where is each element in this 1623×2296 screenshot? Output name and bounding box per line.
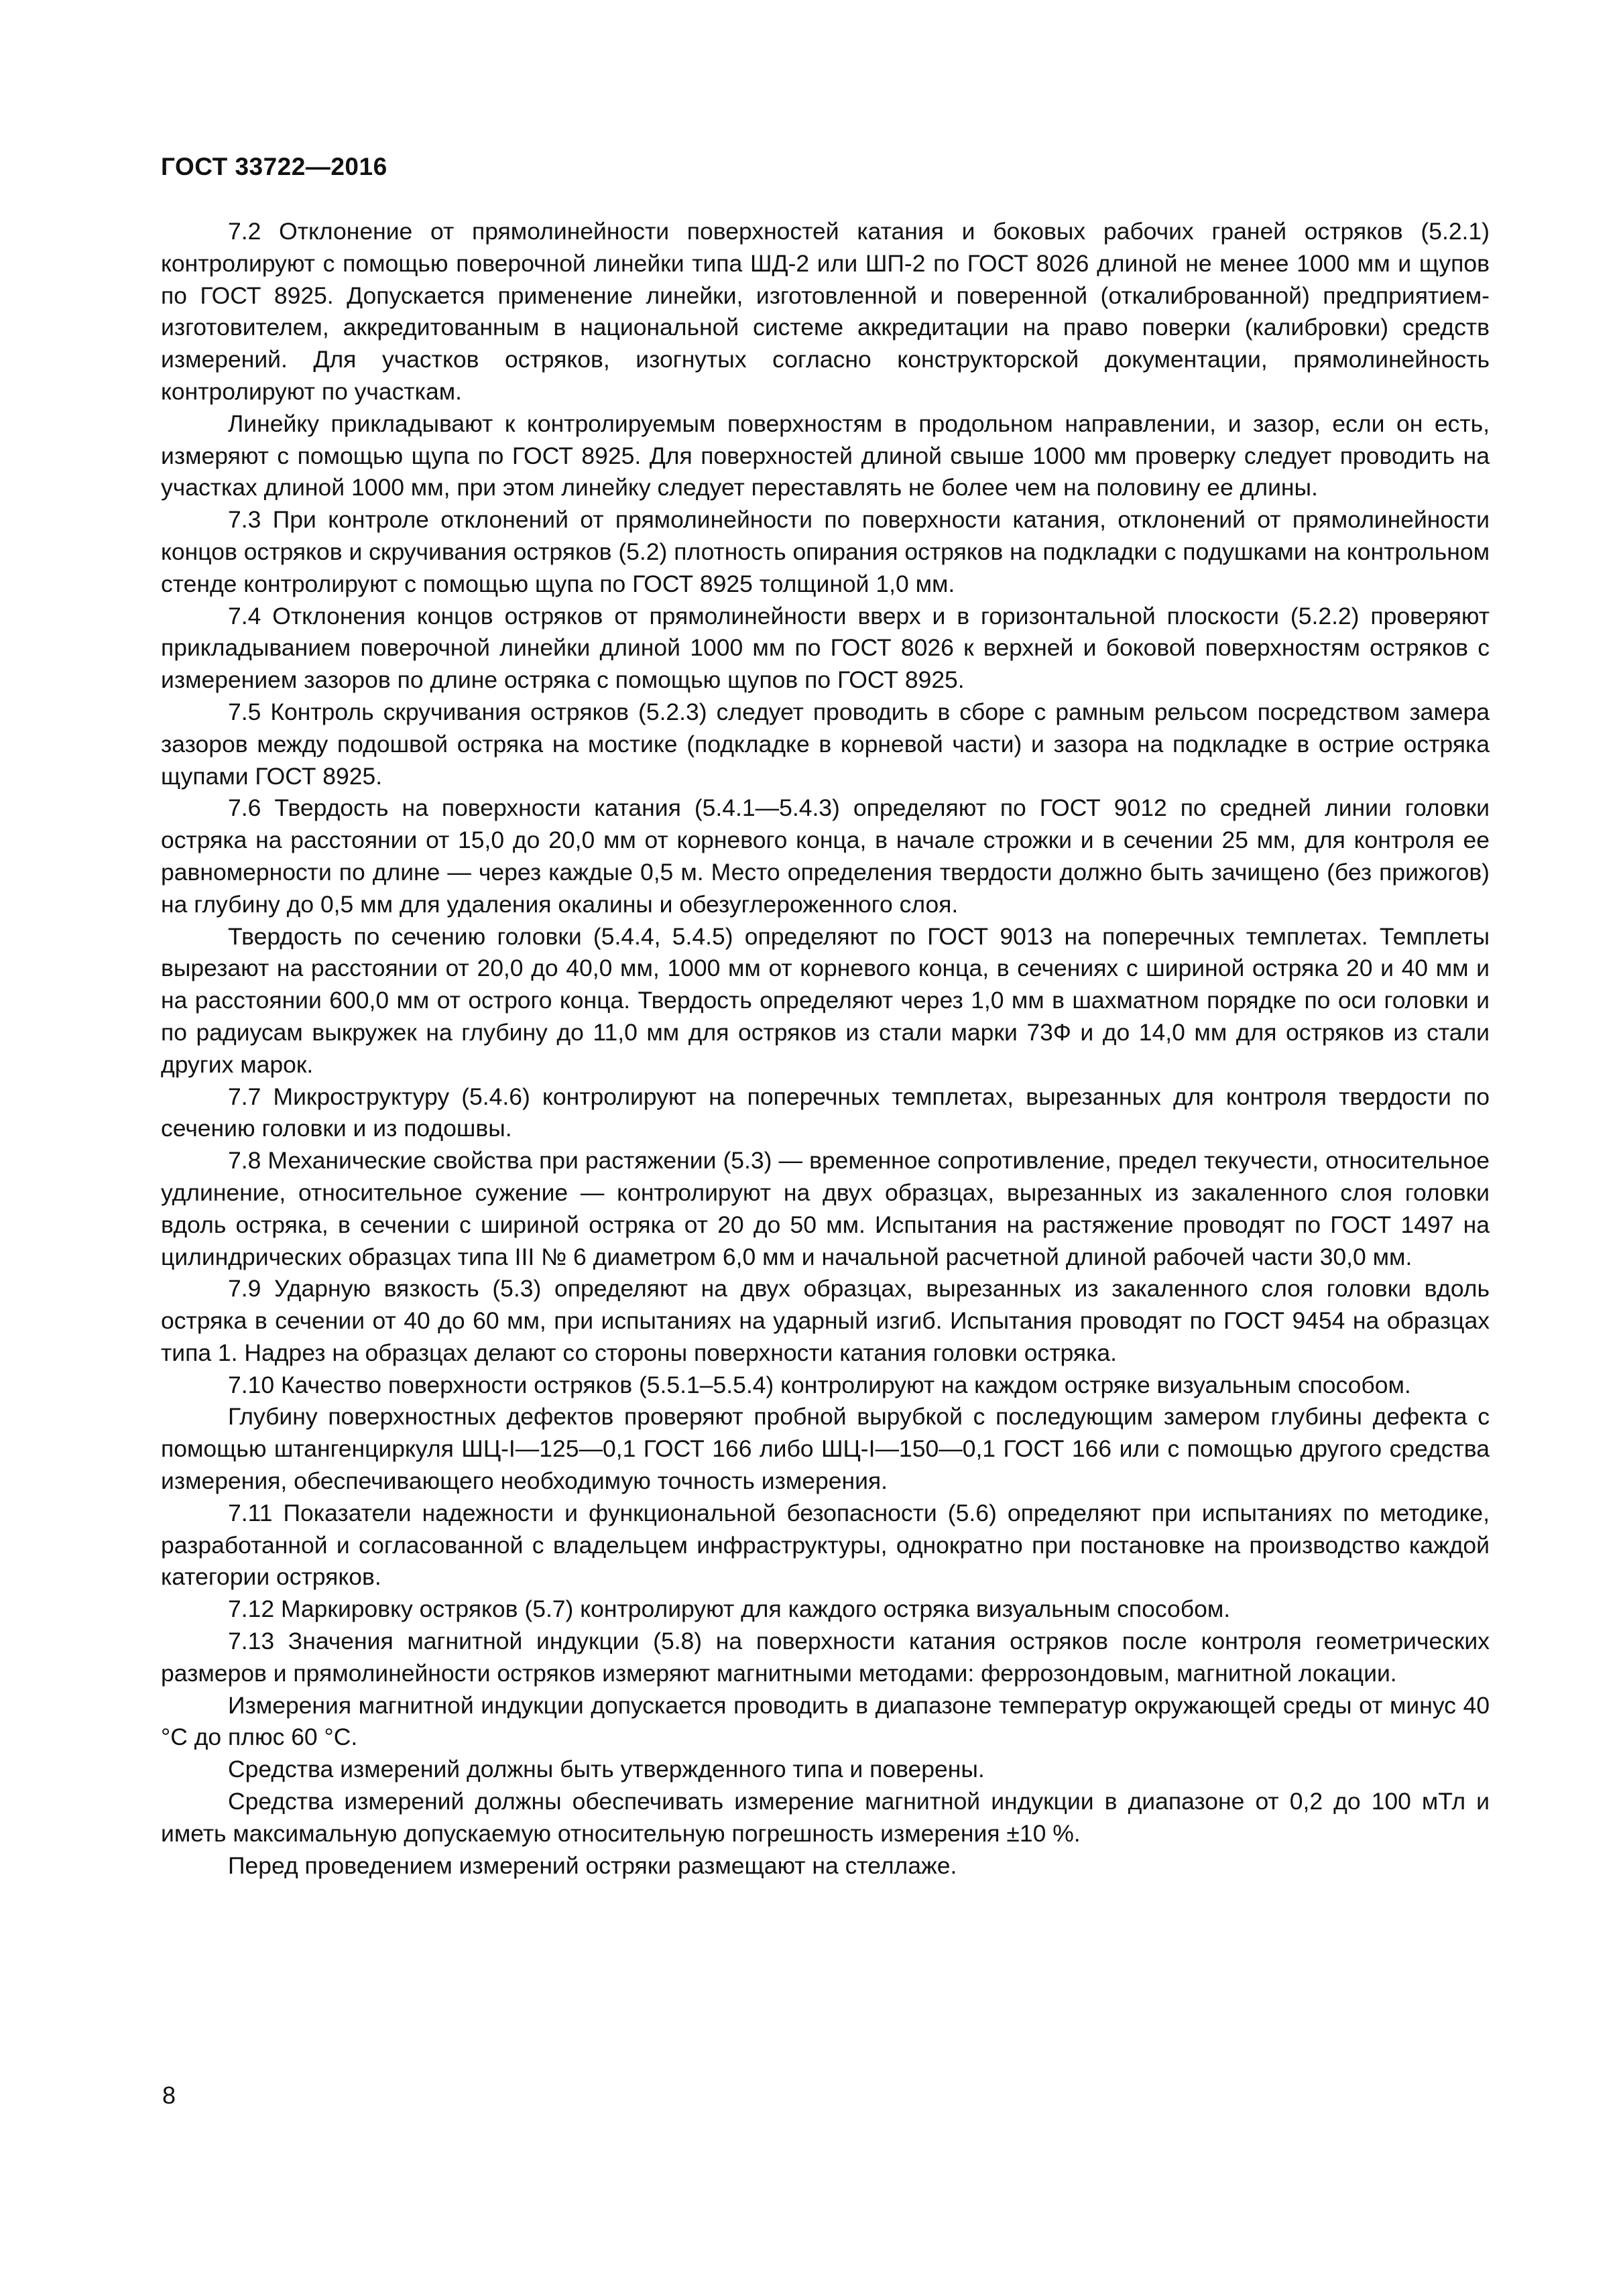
paragraph: 7.10 Качество поверхности остряков (5.5.1–5.5.4) контролируют на каждом остряке визуальным способом.	[228, 1371, 1411, 1398]
paragraph: Глубину поверхностных дефектов проверяют пробной вырубкой с последующим замером глубины дефекта с помощью штангенциркуля ШЦ-I—125—0,1 ГОСТ 166 либо ШЦ-I—150—0,1 ГОСТ 166 или с помощью другого средства измерения, обеспечивающего необходимую точность измерения.	[161, 1403, 1490, 1495]
paragraph: Линейку прикладывают к контролируемым поверхностям в продольном направлении, и зазор, если он есть, измеряют с помощью щупа по ГОСТ 8925. Для поверхностей длиной свыше 1000 мм проверку следует проводить на участках длиной 1000 мм, при этом линейку следует переставлять не более чем на половину ее длины.	[161, 410, 1490, 501]
paragraph: 7.13 Значения магнитной индукции (5.8) на поверхности катания остряков после контроля геометрических размеров и прямолинейности остряков измеряют магнитными методами: феррозондовым, магнитной локации.	[161, 1628, 1490, 1687]
paragraph: 7.9 Ударную вязкость (5.3) определяют на двух образцах, вырезанных из закаленного слоя головки вдоль остряка в сечении от 40 до 60 мм, при испытаниях на ударный изгиб. Испытания проводят по ГОСТ 9454 на образцах типа 1. Надрез на образцах делают со стороны поверхности катания головки остряка.	[161, 1275, 1490, 1366]
paragraph: 7.12 Маркировку остряков (5.7) контролируют для каждого остряка визуальным способом.	[228, 1595, 1231, 1623]
paragraph: 7.6 Твердость на поверхности катания (5.4.1—5.4.3) определяют по ГОСТ 9012 по средней линии головки остряка на расстоянии от 15,0 до 20,0 мм от корневого конца, в начале строжки и в сечении 25 мм, для контроля ее равномерности по длине — через каждые 0,5 м. Место определения твердости должно быть зачищено (без прижогов) на глубину до 0,5 мм для удаления окалины и обезуглероженного слоя.	[161, 794, 1490, 918]
paragraph: 7.11 Показатели надежности и функциональной безопасности (5.6) определяют при испытаниях по методике, разработанной и согласованной с владельцем инфраструктуры, однократно при постановке на производство каждой категории остряков.	[161, 1499, 1490, 1591]
document-header: ГОСТ 33722—2016	[161, 153, 387, 180]
paragraph: Твердость по сечению головки (5.4.4, 5.4.5) определяют по ГОСТ 9013 на поперечных темплетах. Темплеты вырезают на расстоянии от 20,0 до 40,0 мм, 1000 мм от корневого конца, в сечениях с шириной остряка 20 и 40 мм и на расстоянии 600,0 мм от острого конца. Твердость определяют через 1,0 мм в шахматном порядке по оси головки и по радиусам выкружек на глубину до 11,0 мм для остряков из стали марки 73Ф и до 14,0 мм для остряков из стали других марок.	[161, 922, 1490, 1078]
paragraph: 7.5 Контроль скручивания остряков (5.2.3) следует проводить в сборе с рамным рельсом посредством замера зазоров между подошвой остряка на мостике (подкладке в корневой части) и зазора на подкладке в острие остряка щупами ГОСТ 8925.	[161, 698, 1490, 790]
paragraph: Измерения магнитной индукции допускается проводить в диапазоне температур окружающей среды от минус 40 °С до плюс 60 °С.	[161, 1691, 1490, 1751]
paragraph: 7.3 При контроле отклонений от прямолинейности по поверхности катания, отклонений от прямолинейности концов остряков и скручивания остряков (5.2) плотность опирания остряков на подкладки с подушками на контрольном стенде контролируют с помощью щупа по ГОСТ 8925 толщиной 1,0 мм.	[161, 506, 1490, 597]
paragraph: Перед проведением измерений остряки размещают на стеллаже.	[228, 1852, 957, 1879]
paragraph: 7.2 Отклонение от прямолинейности поверхностей катания и боковых рабочих граней остряков (5.2.1) контролируют с помощью поверочной линейки типа ШД-2 или ШП-2 по ГОСТ 8026 длиной не менее 1000 мм и щупов по ГОСТ 8925. Допускается применение линейки, изготовленной и поверенной (откалиброванной) предприятием-изготовителем, аккредитованным в национальной системе аккредитации на право поверки (калибровки) средств измерений. Для участков остряков, изогнутых согласно конструкторской документации, прямолинейность контролируют по участкам.	[161, 218, 1490, 405]
document-body	[161, 216, 1490, 1882]
paragraph: Средства измерений должны обеспечивать измерение магнитной индукции в диапазоне от 0,2 до 100 мТл и иметь максимальную допускаемую относительную погрешность измерения ±10 %.	[161, 1788, 1490, 1847]
paragraph: 7.7 Микроструктуру (5.4.6) контролируют на поперечных темплетах, вырезанных для контроля твердости по сечению головки и из подошвы.	[161, 1083, 1490, 1142]
paragraph: 7.8 Механические свойства при растяжении (5.3) — временное сопротивление, предел текучести, относительное удлинение, относительное сужение — контролируют на двух образцах, вырезанных из закаленного слоя головки вдоль остряка, в сечении с шириной остряка от 20 до 50 мм. Испытания на растяжение проводят по ГОСТ 1497 на цилиндрических образцах типа III № 6 диаметром 6,0 мм и начальной расчетной длиной рабочей части 30,0 мм.	[161, 1147, 1490, 1270]
paragraph: 7.4 Отклонения концов остряков от прямолинейности вверх и в горизонтальной плоскости (5.2.2) проверяют прикладыванием поверочной линейки длиной 1000 мм по ГОСТ 8026 к верхней и боковой поверхностям остряков с измерением зазоров по длине остряка с помощью щупов по ГОСТ 8925.	[161, 602, 1490, 694]
paragraph: Средства измерений должны быть утвержденного типа и поверены.	[228, 1756, 985, 1783]
page-number: 8	[162, 2081, 176, 2109]
